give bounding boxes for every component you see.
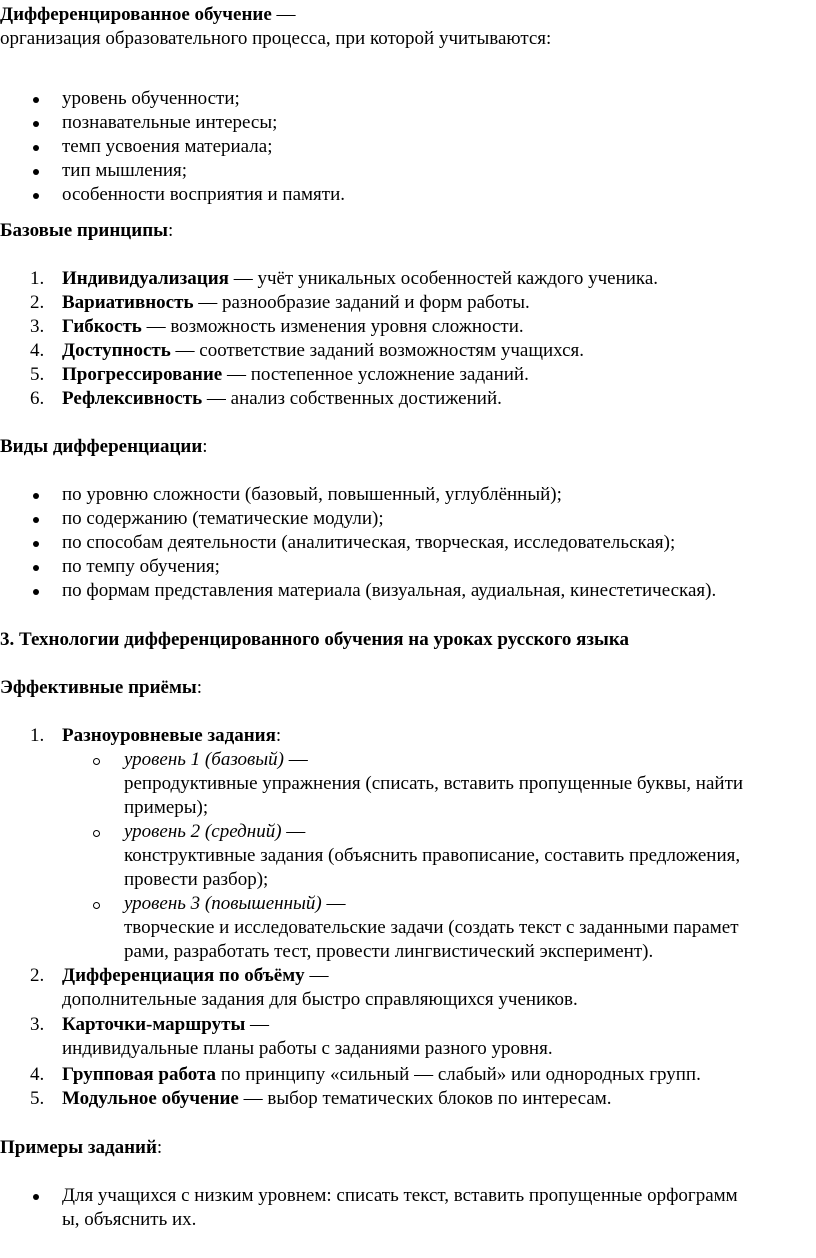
list-number: 1. <box>30 268 45 289</box>
sub-list-item: уровень 1 (базовый) — <box>124 749 308 770</box>
bullet-icon <box>33 589 39 595</box>
list-item: Модульное обучение — выбор тематических блоков по интересам. <box>62 1088 612 1109</box>
definition-term: Дифференцированное обучение <box>0 4 272 25</box>
list-number: 2. <box>30 292 45 313</box>
list-item: по содержанию (тематические модули); <box>62 508 384 529</box>
bullet-icon <box>33 145 39 151</box>
principles-heading: Базовые принципы: <box>0 220 174 241</box>
definition-text: организация образовательного процесса, при которой учитываются: <box>0 28 552 49</box>
list-number: 4. <box>30 1064 45 1085</box>
list-item: Вариативность — разнообразие заданий и форм работы. <box>62 292 530 313</box>
list-item: Доступность — соответствие заданий возможностям учащихся. <box>62 340 585 361</box>
sub-list-text: примеры); <box>124 797 209 818</box>
list-item: Карточки-маршруты — <box>62 1014 270 1035</box>
list-item: по формам представления материала (визуальная, аудиальная, кинестетическая). <box>62 580 717 601</box>
bullet-icon <box>33 493 39 499</box>
list-number: 3. <box>30 1014 45 1035</box>
list-number: 4. <box>30 340 45 361</box>
list-item: темп усвоения материала; <box>62 136 273 157</box>
circle-bullet-icon <box>93 902 100 909</box>
sub-list-text: творческие и исследовательские задачи (создать текст с заданными парамет <box>124 917 739 938</box>
list-item: по темпу обучения; <box>62 556 220 577</box>
bullet-icon <box>33 121 39 127</box>
list-item: Групповая работа по принципу «сильный — слабый» или однородных групп. <box>62 1064 701 1085</box>
list-item-text: ы, объяснить их. <box>62 1209 197 1230</box>
list-item: Рефлексивность — анализ собственных достижений. <box>62 388 502 409</box>
definition-dash: — <box>271 4 296 25</box>
list-item: познавательные интересы; <box>62 112 278 133</box>
list-number: 2. <box>30 965 45 986</box>
examples-heading: Примеры заданий: <box>0 1137 163 1158</box>
list-number: 5. <box>30 1088 45 1109</box>
bullet-icon <box>33 565 39 571</box>
bullet-icon <box>33 541 39 547</box>
list-number: 1. <box>30 725 45 746</box>
sub-list-text: конструктивные задания (объяснить правописание, составить предложения, <box>124 845 741 866</box>
list-number: 6. <box>30 388 45 409</box>
bullet-icon <box>33 169 39 175</box>
definition-line <box>0 3 296 27</box>
list-item: тип мышления; <box>62 160 188 181</box>
sub-list-text: рами, разработать тест, провести лингвистический эксперимент). <box>124 941 654 962</box>
list-item: Гибкость — возможность изменения уровня сложности. <box>62 316 524 337</box>
circle-bullet-icon <box>93 758 100 765</box>
list-item: Индивидуализация — учёт уникальных особенностей каждого ученика. <box>62 268 659 289</box>
list-number: 5. <box>30 364 45 385</box>
bullet-icon <box>33 97 39 103</box>
list-item: Для учащихся с низким уровнем: списать текст, вставить пропущенные орфограмм <box>62 1185 738 1206</box>
sub-list-text: провести разбор); <box>124 869 269 890</box>
list-item-text: индивидуальные планы работы с заданиями разного уровня. <box>62 1038 553 1059</box>
list-item: по способам деятельности (аналитическая, творческая, исследовательская); <box>62 532 676 553</box>
bullet-icon <box>33 193 39 199</box>
bullet-icon <box>33 1194 39 1200</box>
sub-list-text: репродуктивные упражнения (списать, вставить пропущенные буквы, найти <box>124 773 744 794</box>
list-number: 3. <box>30 316 45 337</box>
circle-bullet-icon <box>93 830 100 837</box>
sub-list-item: уровень 3 (повышенный) — <box>124 893 346 914</box>
list-item: Разноуровневые задания: <box>62 725 282 746</box>
techniques-heading: Эффективные приёмы: <box>0 677 203 698</box>
list-item: уровень обученности; <box>62 88 240 109</box>
list-item: особенности восприятия и памяти. <box>62 184 346 205</box>
list-item: по уровню сложности (базовый, повышенный, углублённый); <box>62 484 562 505</box>
list-item: Дифференциация по объёму — <box>62 965 329 986</box>
bullet-icon <box>33 517 39 523</box>
section-title: 3. Технологии дифференцированного обучения на уроках русского языка <box>0 629 630 650</box>
list-item: Прогрессирование — постепенное усложнение заданий. <box>62 364 529 385</box>
sub-list-item: уровень 2 (средний) — <box>124 821 306 842</box>
types-heading: Виды дифференциации: <box>0 436 208 457</box>
list-item-text: дополнительные задания для быстро справляющихся учеников. <box>62 989 578 1010</box>
